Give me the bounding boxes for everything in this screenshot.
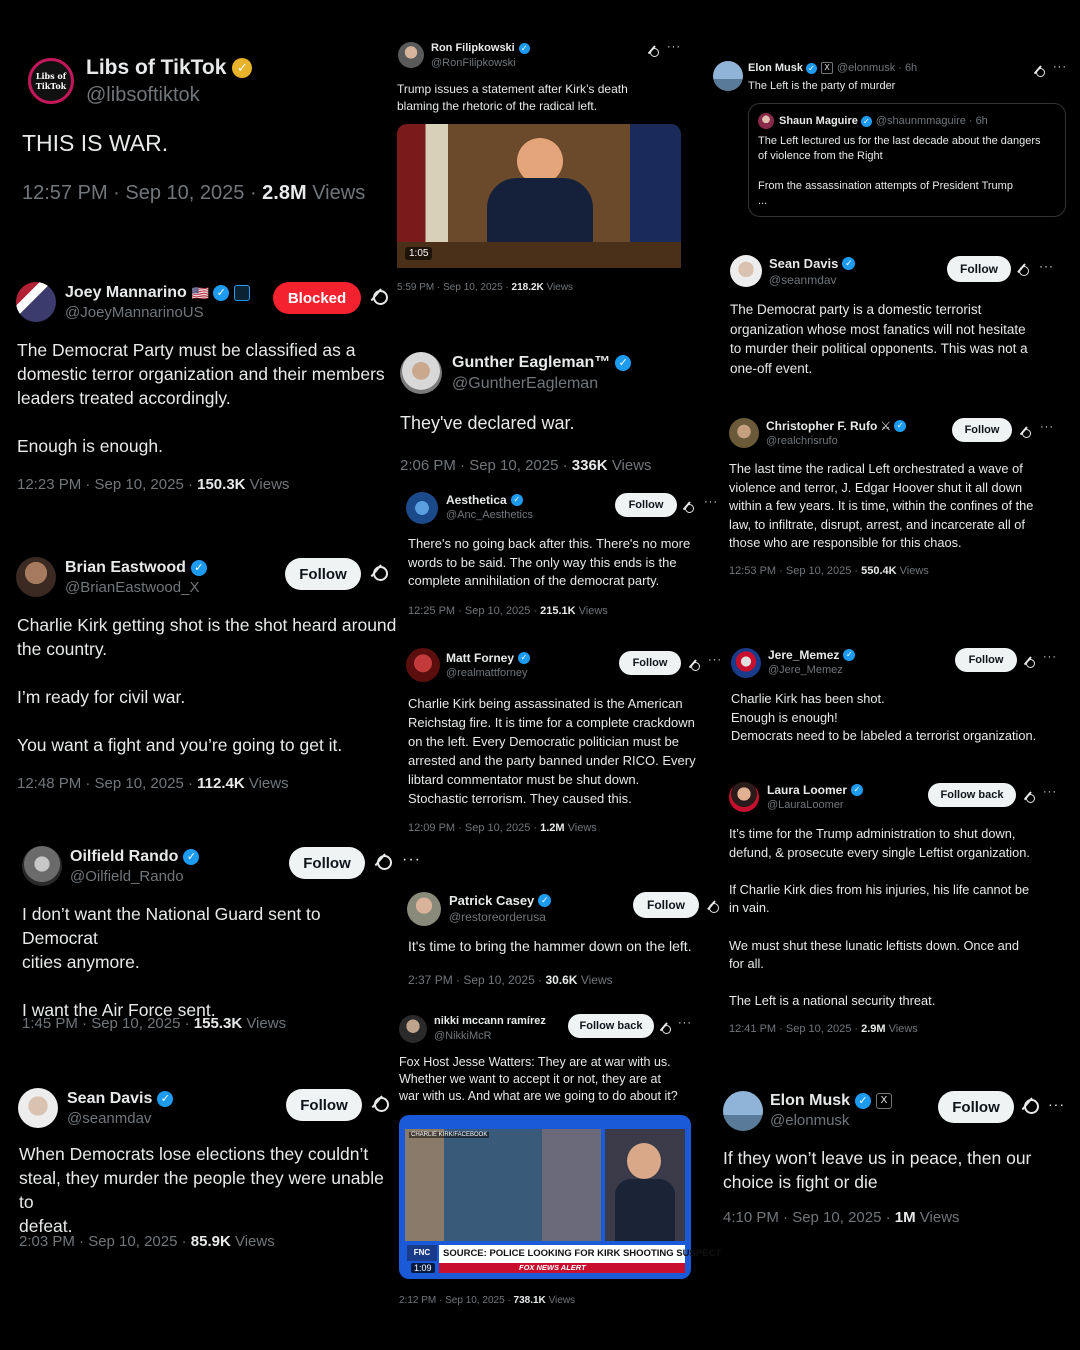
tweet-meta: 12:53 PM · Sep 10, 2025 · 550.4K Views: [729, 565, 929, 577]
author-name[interactable]: Oilfield Rando: [70, 848, 179, 865]
tweet-mattforney: [404, 646, 722, 840]
avatar-nikkimccannramirez[interactable]: [399, 1015, 427, 1043]
author-handle[interactable]: @restoreorderusa: [449, 910, 546, 924]
tweet-meta: 12:25 PM · Sep 10, 2025 · 215.1K Views: [408, 605, 608, 617]
view-count: 2.8M: [262, 182, 307, 204]
author-name[interactable]: nikki mccann ramírez: [434, 1015, 546, 1027]
tweet-text: There's no going back after this. There's no more words to be said. The only way this ends is the complete annihilation of the democrat party.: [408, 536, 691, 588]
tweet-text: It’s time for the Trump administration to shut down, defund, & prosecute every single Leftist organization. If Charlie Kirk dies from his injuries, his life cannot be in vain. We must shut these lunatic leftists down. Once and for all. The Left is a national security threat.: [729, 826, 1030, 1009]
tweet-meta: 5:59 PM · Sep 10, 2025 · 218.2K Views: [397, 282, 574, 293]
author-handle[interactable]: @Jere_Memez: [768, 664, 843, 676]
tweet-aesthetica: [404, 490, 720, 622]
author-name[interactable]: Patrick Casey: [449, 893, 535, 908]
verified-badge-icon: ✓: [157, 1091, 173, 1107]
grok-icon[interactable]: [661, 1021, 671, 1031]
author-name[interactable]: Christopher F. Rufo: [766, 419, 878, 433]
verified-badge-icon: ✓: [511, 494, 523, 506]
more-icon[interactable]: ···: [1048, 1096, 1065, 1112]
follow-button[interactable]: Follow: [615, 493, 677, 517]
verified-badge-icon: ✓: [894, 420, 906, 432]
x-affiliate-icon: X: [876, 1093, 892, 1109]
grok-icon[interactable]: [708, 900, 720, 912]
author-name[interactable]: Elon Musk: [748, 62, 804, 74]
verified-badge-icon: ✓: [842, 257, 855, 270]
follow-button[interactable]: Follow: [633, 892, 699, 918]
view-count: 215.1K: [540, 605, 576, 617]
tweet-meta: 2:37 PM · Sep 10, 2025 · 30.6K Views: [408, 973, 613, 987]
tweet-text: It's time to bring the hammer down on the left.: [408, 938, 692, 954]
tweet-text: Charlie Kirk getting shot is the shot heard around the country. I’m ready for civil war. You want a fight and you’re going to get it.: [17, 615, 397, 755]
tweet-text: I don’t want the National Guard sent to Democrat cities anymore. I want the Air Force sent.: [22, 904, 321, 1020]
avatar-jerememez[interactable]: [731, 648, 761, 678]
grok-icon[interactable]: [1021, 425, 1031, 435]
tweet-joeymannarino: [10, 278, 396, 503]
tweet-brianeastwood: [10, 553, 402, 803]
grok-icon[interactable]: [372, 290, 388, 306]
grok-icon[interactable]: [690, 658, 700, 668]
tweet-time[interactable]: 4:10 PM · Sep 10, 2025: [723, 1209, 882, 1226]
avatar-libsoftiktok[interactable]: [28, 58, 74, 104]
tweet-text: They've declared war.: [400, 413, 575, 433]
tweet-oilfieldrando: [16, 842, 401, 1042]
more-icon[interactable]: ···: [678, 1017, 692, 1029]
tweet-time[interactable]: 5:59 PM · Sep 10, 2025: [397, 282, 503, 293]
avatar-ronfilipkowski[interactable]: [398, 42, 424, 68]
grok-icon[interactable]: [372, 566, 388, 582]
tweet-meta: 12:41 PM · Sep 10, 2025 · 2.9M Views: [729, 1023, 918, 1035]
video-thumbnail[interactable]: [397, 124, 681, 268]
tweet-lauraloomer: [726, 778, 1072, 1042]
video-chyron: SOURCE: POLICE LOOKING FOR KIRK SHOOTING SUSPECT: [439, 1245, 685, 1263]
network-logo: FNC: [407, 1245, 437, 1261]
video-alert-bar: FOX NEWS ALERT: [439, 1263, 685, 1273]
author-name[interactable]: Gunther Eagleman™: [452, 354, 611, 371]
tweet-ronfilipkowski: [396, 40, 690, 302]
avatar-chrisrufo[interactable]: [729, 418, 759, 448]
author-handle[interactable]: @RonFilipkowski: [431, 57, 516, 69]
video-corner-label: CHARLIE KIRK/FACEBOOK: [411, 1132, 488, 1138]
grok-icon[interactable]: [1025, 790, 1035, 800]
tweet-text: Charlie Kirk being assassinated is the American Reichstag fire. It is time for a complete crackdown on the left. Every Democratic politician must be arrested and the party banned under RICO. Every libtard commentator must be shut down. Stochastic terrorism. They caused this.: [408, 696, 696, 806]
grok-icon[interactable]: [1025, 655, 1035, 665]
avatar-brianeastwood[interactable]: [16, 557, 56, 597]
author-handle[interactable]: @seanmdav: [769, 273, 837, 287]
author-name[interactable]: Ron Filipkowski: [431, 42, 515, 54]
follow-button[interactable]: Follow: [952, 418, 1012, 442]
video-left-panel: [405, 1129, 601, 1241]
avatar-gunthereagleman[interactable]: [400, 352, 442, 394]
author-name[interactable]: Sean Davis: [769, 256, 839, 271]
video-right-panel: [605, 1129, 685, 1241]
view-count: 150.3K: [197, 476, 246, 493]
avatar-oilfieldrando[interactable]: [22, 846, 62, 886]
tweet-time[interactable]: 12:57 PM · Sep 10, 2025: [22, 182, 245, 204]
verified-badge-icon: ✓: [519, 43, 530, 54]
author-name[interactable]: Aesthetica: [446, 493, 507, 507]
tweet-seandavis-1: [12, 1084, 395, 1264]
author-handle[interactable]: @libsoftiktok: [86, 84, 200, 106]
author-name[interactable]: Matt Forney: [446, 651, 515, 665]
view-count: 550.4K: [861, 565, 897, 577]
more-icon[interactable]: ···: [1053, 61, 1067, 73]
tweet-meta: 1:45 PM · Sep 10, 2025 · 155.3K Views: [22, 1015, 287, 1032]
author-name[interactable]: Sean Davis: [67, 1090, 153, 1107]
author-name[interactable]: Jere_Memez: [768, 648, 840, 662]
view-count: 30.6K: [545, 973, 578, 987]
tweet-time[interactable]: 2:06 PM · Sep 10, 2025: [400, 457, 559, 474]
tweet-time[interactable]: 12:09 PM · Sep 10, 2025: [408, 822, 531, 834]
grok-icon[interactable]: [1023, 1099, 1039, 1115]
quoted-tweet[interactable]: Shaun Maguire ✓ @shaunmmaguire · 6h The Left lectured us for the last decade about the dangers of violence from the Right From the assassination attempts of President Trump ...: [748, 103, 1066, 217]
verified-badge-icon: ✓: [861, 116, 872, 127]
follow-button[interactable]: Follow: [947, 256, 1011, 282]
tweet-meta: 4:10 PM · Sep 10, 2025 · 1M Views: [723, 1209, 960, 1226]
author-handle[interactable]: @realmattforney: [446, 667, 528, 679]
blocked-button[interactable]: Blocked: [273, 282, 361, 314]
more-icon[interactable]: ···: [704, 496, 718, 508]
avatar-mattforney[interactable]: [406, 648, 440, 682]
tweet-time[interactable]: 12:23 PM · Sep 10, 2025: [17, 476, 184, 493]
follow-button[interactable]: Follow: [938, 1091, 1014, 1123]
author-name[interactable]: Elon Musk: [770, 1092, 851, 1109]
avatar-lauraloomer[interactable]: [729, 782, 759, 812]
verified-badge-icon: ✓: [183, 849, 199, 865]
verified-badge-icon: ✓: [615, 355, 631, 371]
author-handle[interactable]: @BrianEastwood_X: [65, 579, 200, 596]
quote-author-handle: @shaunmmaguire: [875, 115, 966, 127]
view-count: 85.9K: [190, 1233, 231, 1250]
tweet-time[interactable]: 2:37 PM · Sep 10, 2025: [408, 973, 535, 987]
author-handle[interactable]: @elonmusk: [837, 62, 896, 74]
view-count: 112.4K: [197, 775, 245, 792]
follow-button[interactable]: Follow: [619, 651, 681, 675]
follow-button[interactable]: Follow: [285, 558, 361, 590]
author-handle[interactable]: @GuntherEagleman: [452, 375, 599, 392]
verified-badge-icon: ✓: [518, 652, 530, 664]
view-count: 1M: [894, 1209, 916, 1226]
tweet-time[interactable]: 12:53 PM · Sep 10, 2025: [729, 565, 852, 577]
tweet-meta: 12:23 PM · Sep 10, 2025 · 150.3K Views: [17, 476, 290, 493]
grok-icon[interactable]: [1035, 64, 1045, 74]
tweet-text: The Democrat Party must be classified as a domestic terror organization and their members leaders treated accordingly. Enough is enough.: [17, 340, 385, 456]
tweet-libsoftiktok: [18, 50, 388, 220]
avatar-aesthetica[interactable]: [406, 492, 438, 524]
quote-age: 6h: [975, 115, 988, 127]
tweet-text: The last time the radical Left orchestrated a wave of violence and terror, J. Edgar Hoover shut it all down within a few years. It is time, within the confines of the law, to infiltrate, disrupt, arrest, and incarcerate all of those who are responsible for this chaos.: [729, 461, 1034, 550]
video-thumbnail[interactable]: [399, 1115, 722, 1279]
author-name[interactable]: Brian Eastwood: [65, 559, 186, 576]
tweet-age[interactable]: 6h: [904, 62, 918, 74]
view-count: 1.2M: [540, 822, 565, 834]
verified-badge-icon: ✓: [213, 285, 229, 301]
tweet-nikkimccannramirez: [396, 1012, 722, 1312]
author-handle[interactable]: @LauraLoomer: [767, 799, 844, 811]
view-count: 738.1K: [513, 1295, 546, 1306]
verified-badge-icon: ✓: [806, 63, 817, 74]
tweet-meta: 2:03 PM · Sep 10, 2025 · 85.9K Views: [19, 1233, 275, 1250]
tweet-time[interactable]: 1:45 PM · Sep 10, 2025: [22, 1015, 181, 1032]
more-icon[interactable]: ···: [1043, 786, 1057, 798]
affiliate-badge-icon: [234, 285, 250, 301]
avatar-shaunmaguire[interactable]: [758, 113, 774, 129]
tweet-time[interactable]: 12:48 PM · Sep 10, 2025: [17, 775, 184, 792]
verified-badge-icon: ✓: [191, 560, 207, 576]
view-count: 155.3K: [193, 1015, 243, 1032]
tweet-chrisrufo: [726, 414, 1070, 584]
tweet-patrickcasey: [404, 888, 726, 996]
author-handle[interactable]: @Oilfield_Rando: [70, 868, 184, 885]
tweet-elonmusk-1: Elon Musk ✓ X @elonmusk · 6h ··· The Left is the party of murder Shaun Maguire ✓ @shaunmmaguire · 6h The Left lectured us for the last decade about the dangers of violence from the Right From the assassination attempts of President Trump ...: [710, 58, 1072, 222]
avatar-seandavis[interactable]: [730, 255, 762, 287]
tweet-time[interactable]: 2:03 PM · Sep 10, 2025: [19, 1233, 178, 1250]
author-handle[interactable]: @realchrisrufo: [766, 435, 838, 447]
more-icon[interactable]: ···: [1039, 259, 1054, 273]
video-duration: 1:09: [411, 1263, 435, 1273]
video-desk: [397, 242, 681, 268]
swords-icon: ⚔: [880, 419, 892, 433]
tweet-text: Charlie Kirk has been shot. Enough is enough! Democrats need to be labeled a terrorist organization.: [731, 691, 1037, 743]
tweet-elonmusk-2: [718, 1084, 1072, 1234]
more-icon[interactable]: ···: [402, 851, 421, 868]
author-name[interactable]: Laura Loomer: [767, 783, 848, 797]
follow-back-button[interactable]: Follow back: [928, 783, 1016, 807]
follow-button[interactable]: Follow: [286, 1089, 362, 1121]
more-icon[interactable]: ···: [667, 41, 681, 53]
tweet-jerememez: [728, 644, 1072, 750]
logo-text: Libs of TikTok: [35, 71, 67, 91]
author-handle[interactable]: @JoeyMannarinoUS: [65, 304, 204, 321]
tweet-text: THIS IS WAR.: [22, 130, 169, 156]
tweet-time[interactable]: 12:25 PM · Sep 10, 2025: [408, 605, 531, 617]
tweet-meta: 12:57 PM · Sep 10, 2025 · 2.8M Views: [22, 182, 366, 204]
follow-back-button[interactable]: Follow back: [568, 1014, 654, 1038]
verified-badge-icon: ✓: [851, 784, 863, 796]
tweet-text: If they won’t leave us in peace, then our choice is fight or die: [723, 1148, 1032, 1192]
tweet-text: Fox Host Jesse Watters: They are at war with us. Whether we want to accept it or not, they are at war with us. And what are we going to do about it?: [399, 1055, 678, 1103]
follow-button[interactable]: Follow: [955, 648, 1017, 672]
tweet-text: The Democrat party is a domestic terrorist organization whose most fanatics will not hesitate to murder their political opponents. This was not a one-off event.: [730, 302, 1028, 376]
avatar-joeymannarino[interactable]: [16, 282, 56, 322]
tweet-meta: 12:09 PM · Sep 10, 2025 · 1.2M Views: [408, 822, 597, 834]
verified-badge-icon: ✓: [232, 58, 252, 78]
tweet-text: Trump issues a statement after Kirk’s death blaming the rhetoric of the radical left.: [397, 82, 628, 113]
author-handle[interactable]: @elonmusk: [770, 1112, 850, 1129]
tweet-meta: 12:48 PM · Sep 10, 2025 · 112.4K Views: [17, 775, 289, 792]
more-icon[interactable]: ···: [1043, 651, 1057, 663]
more-icon[interactable]: ···: [1040, 421, 1054, 433]
author-handle[interactable]: @seanmdav: [67, 1110, 152, 1127]
grok-icon[interactable]: [684, 500, 694, 510]
author-handle[interactable]: @NikkiMcR: [434, 1030, 492, 1042]
avatar-elonmusk[interactable]: [713, 61, 743, 91]
tweet-gunthereagleman: [396, 346, 686, 478]
quote-author-name: Shaun Maguire: [779, 115, 858, 127]
verified-badge-icon: ✓: [855, 1093, 871, 1109]
avatar-patrickcasey[interactable]: [407, 892, 441, 926]
author-name[interactable]: Libs of TikTok: [86, 56, 227, 79]
avatar-seandavis[interactable]: [18, 1088, 58, 1128]
flag-icon: 🇺🇸: [191, 284, 210, 301]
verified-badge-icon: ✓: [843, 649, 855, 661]
author-name[interactable]: Joey Mannarino: [65, 284, 187, 301]
view-count: 218.2K: [511, 282, 544, 293]
tweet-seandavis-2: [726, 250, 1070, 386]
tweet-meta: 2:06 PM · Sep 10, 2025 · 336K Views: [400, 457, 652, 474]
grok-icon[interactable]: [373, 1097, 389, 1113]
x-affiliate-icon: X: [821, 62, 833, 74]
tweet-time[interactable]: 2:12 PM · Sep 10, 2025: [399, 1295, 505, 1306]
view-count: 2.9M: [861, 1023, 886, 1035]
verified-badge-icon: ✓: [538, 894, 551, 907]
grok-icon[interactable]: [376, 855, 392, 871]
tweet-text: The Left is the party of murder: [748, 80, 896, 92]
grok-icon[interactable]: [1018, 263, 1030, 275]
tweet-text: When Democrats lose elections they couldn’t steal, they murder the people they were unable to defeat.: [19, 1144, 384, 1236]
avatar-elonmusk[interactable]: [723, 1091, 763, 1131]
grok-icon[interactable]: [649, 44, 659, 54]
tweet-time[interactable]: 12:41 PM · Sep 10, 2025: [729, 1023, 852, 1035]
follow-button[interactable]: Follow: [289, 847, 365, 879]
more-icon[interactable]: ···: [708, 654, 722, 666]
video-duration: 1:05: [405, 247, 432, 260]
tweet-meta: 2:12 PM · Sep 10, 2025 · 738.1K Views: [399, 1295, 576, 1306]
quote-text: The Left lectured us for the last decade about the dangers of violence from the Right From the assassination attempts of President Trump ...: [758, 135, 1041, 207]
author-handle[interactable]: @Anc_Aesthetics: [446, 509, 533, 521]
view-count: 336K: [571, 457, 608, 474]
